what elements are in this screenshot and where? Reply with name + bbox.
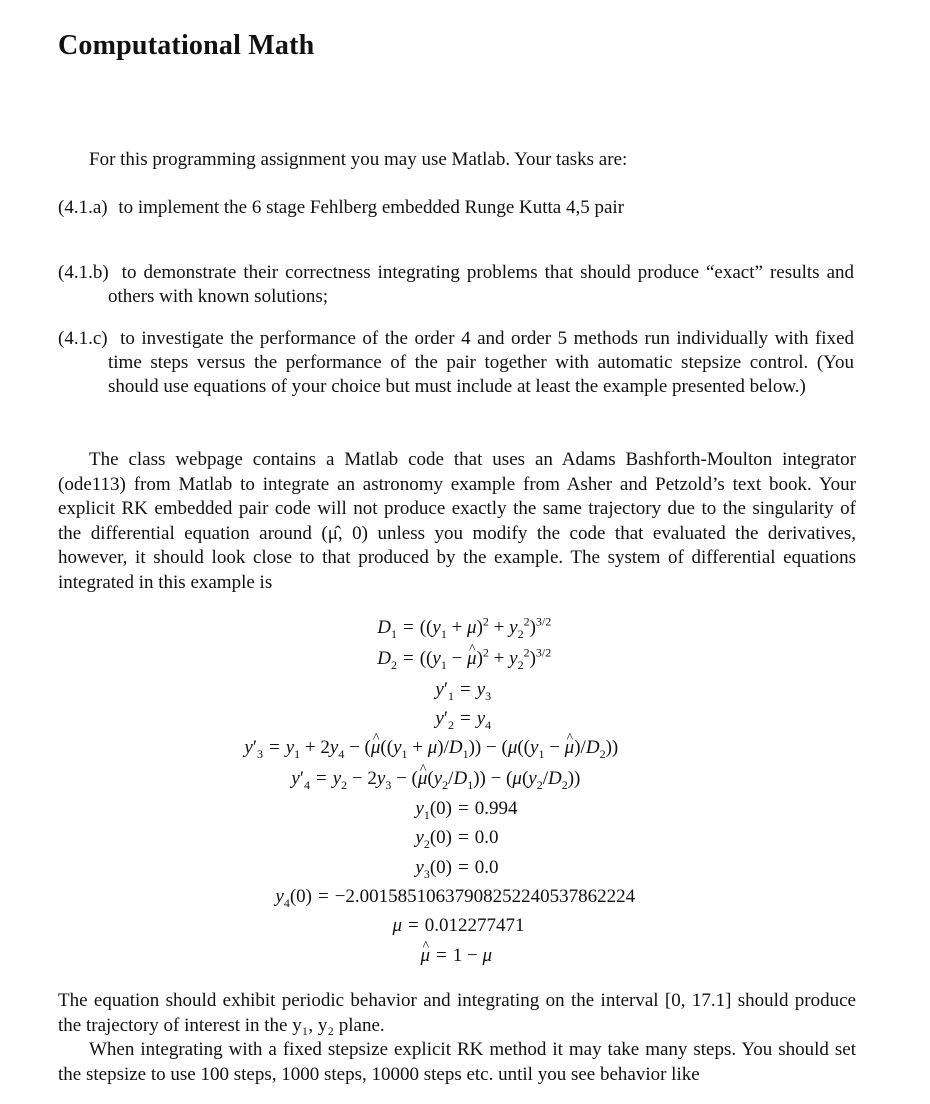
task-label-a: (4.1.a) xyxy=(58,197,108,218)
equation-y1-initial: $y_1(0)$ = 0.994 xyxy=(458,795,469,823)
task-text-b: to demonstrate their correctness integrating problems that should produce “exact” results and others with known solutions; xyxy=(108,262,854,308)
equation-mu: μ = 0.012277471 xyxy=(408,912,419,940)
equation-y2-prime: $y'_2$ = $y_4$ xyxy=(435,708,492,732)
equation-y3-initial: $y_3(0)$ = 0.0 xyxy=(458,854,469,882)
task-label-b: (4.1.b) xyxy=(58,262,109,283)
fixed-step-paragraph: When integrating with a fixed stepsize explicit RK method it may take many steps. You should set the stepsize to use 100 steps, 1000 steps, 10000 steps etc. until you see behavior like xyxy=(58,1039,856,1085)
task-label-c: (4.1.c) xyxy=(58,328,108,349)
task-item-a xyxy=(58,196,854,220)
y2-initial-value: 0.0 xyxy=(474,827,499,848)
task-item-c xyxy=(58,327,854,400)
equation-mu-hat: ^ μ = 1 − μ xyxy=(436,942,447,970)
page-title: Computational Math xyxy=(58,30,315,61)
intro-paragraph: For this programming assignment you may use Matlab. Your tasks are: xyxy=(89,149,628,170)
equation-d2: $D_2$ = (($y_1$ − ^ $\mu)^2 + y_2^2)^{3/2}$ xyxy=(403,645,414,673)
task-item-b xyxy=(58,261,854,309)
equation-y4-initial: $y_4(0)$ = −2.00158510637908252240537862224 xyxy=(318,883,329,911)
y1-initial-value: 0.994 xyxy=(474,798,518,819)
task-text-c: to investigate the performance of the order 4 and order 5 methods run individually with fixed time steps versus the performance of the pair together with automatic stepsize control. (You should use equations of your choice but must include at least the example presented below.) xyxy=(108,328,855,398)
y4-initial-value: −2.00158510637908252240537862224 xyxy=(334,886,636,907)
periodic-paragraph: The equation should exhibit periodic behavior and integrating on the interval [0, 17.1] should produce the trajectory of interest in the y₁, y₂ plane. xyxy=(58,990,856,1036)
equation-y2-initial: $y_2(0)$ = 0.0 xyxy=(458,824,469,852)
equation-y3-prime: $y'_3$ = $y_1 + 2y_4$ − (^ $\mu((y_1 + \mu)/D_1)) - (\mu((y_1$ − ^ $\mu)/D_2$)) xyxy=(269,734,280,762)
webpage-paragraph: The class webpage contains a Matlab code that uses an Adams Bashforth-Moulton integrator (ode113) from Matlab to integrate an astronomy example from Asher and Petzold’s text book. Your explicit RK embedded pair code will not produce exactly the same trajectory due to the singularity of the differential equation around (μ̂, 0) unless you modify the code that evaluated the derivatives, however, it should look close to that produced by the example. The system of differential equations integrated in this example is xyxy=(58,449,856,593)
equation-y1-prime: $y'_1$ = $y_3$ xyxy=(435,679,492,703)
y3-initial-value: 0.0 xyxy=(474,857,499,878)
mu-value: 0.012277471 xyxy=(424,915,525,936)
equation-d1: $D_1$ = $((y_1 + \mu)^2 + y_2^2)^{3/2}$ xyxy=(377,614,552,641)
equation-y4-prime: $y'_4$ = $y_2 - 2y_3$ − (^ $\mu(y_2/D_1)) - (\mu(y_2/D_2))$ xyxy=(316,765,327,793)
task-text-a: to implement the 6 stage Fehlberg embedded Runge Kutta 4,5 pair xyxy=(118,197,625,218)
